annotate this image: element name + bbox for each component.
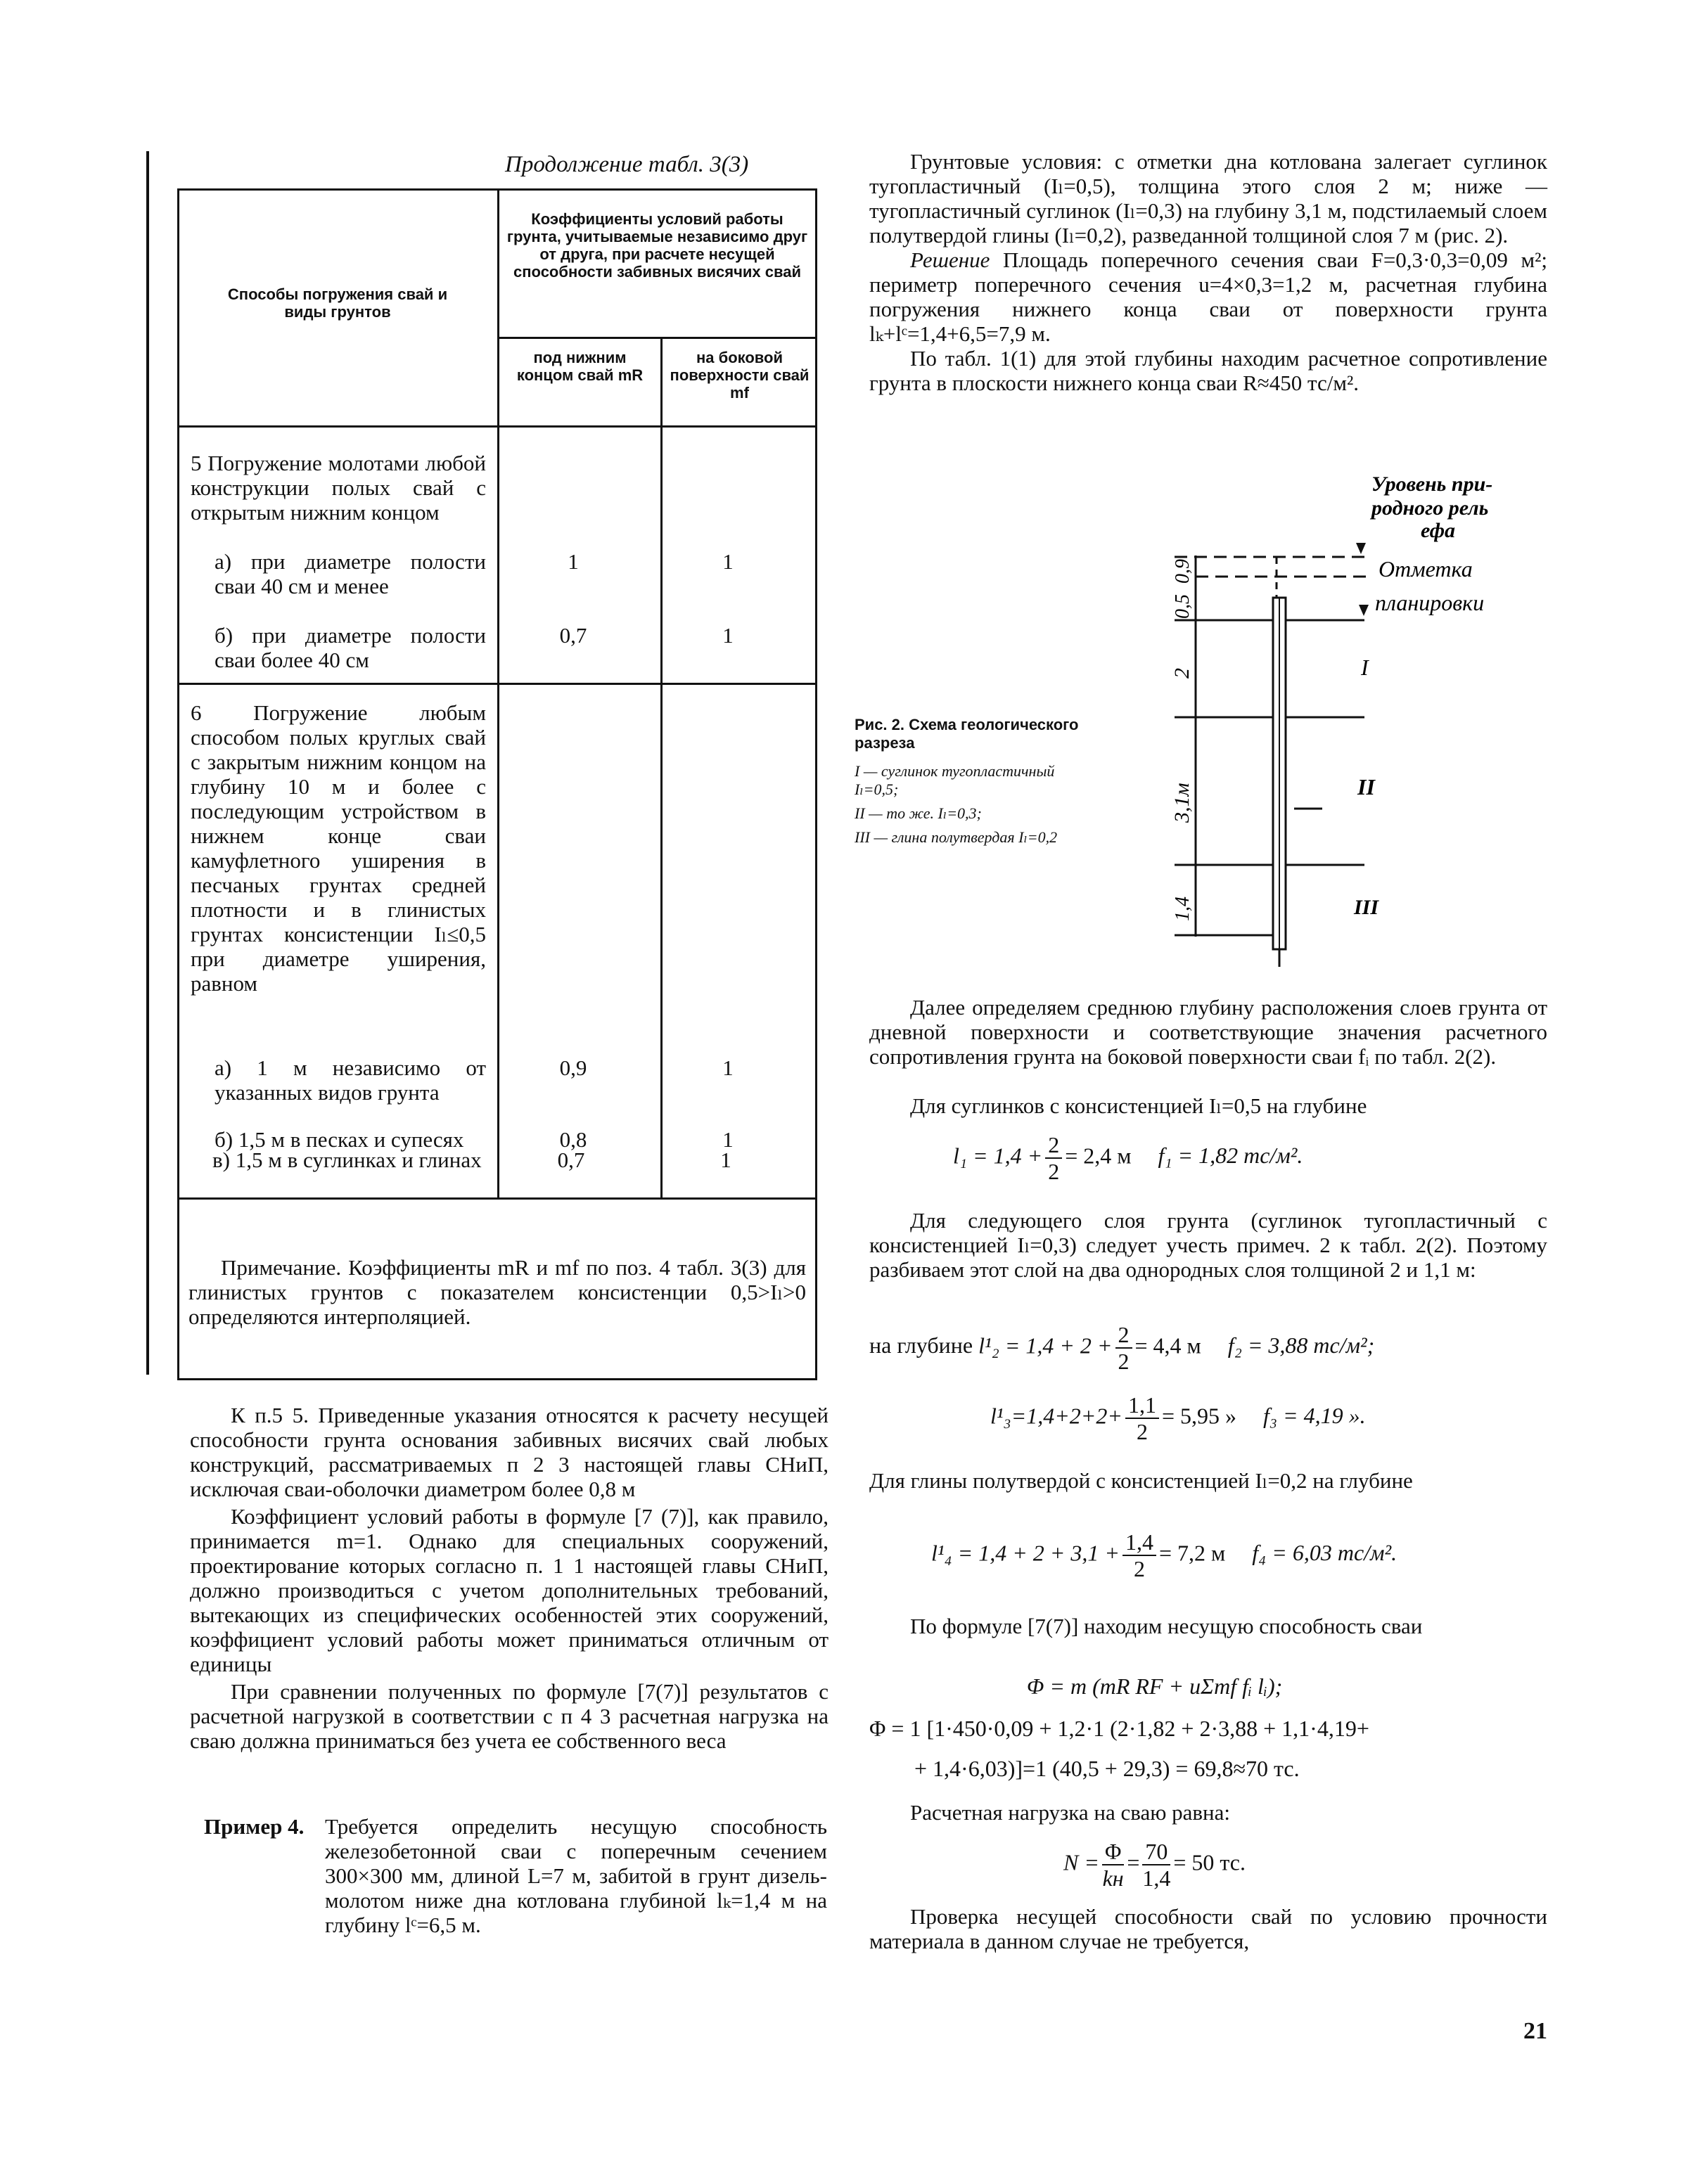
formula-l4-lhs: l¹₄ = 1,4 + 2 + 3,1 + — [931, 1540, 1120, 1566]
formula-l4-rhs: = 7,2 м — [1158, 1540, 1226, 1566]
table-note: Примечание. Коэффициенты mR и mf по поз. 4 табл. 3(3) для глинистых грунтов с показателем консистенции 0,5>Iₗ>0 определяются интерполяцией. — [188, 1255, 806, 1329]
row6c-mf: 1 — [720, 1148, 731, 1172]
example-label: Пример 4. — [204, 1814, 305, 1839]
row6b-mf: 1 — [722, 1127, 734, 1152]
figure-caption-title: Рис. 2. Схема геологического разреза — [855, 716, 1079, 752]
formula-l2-frac — [1115, 1322, 1132, 1374]
right-para-4: Далее определяем среднюю глубину расположения слоев грунта от дневной поверхности и соответствующие значения расчетного сопротивления грунта на боковой поверхности сваи fᵢ по табл. 2(2). — [869, 995, 1547, 1069]
header-mf: на боковой поверхности свай mf — [670, 349, 810, 402]
row5b-mf: 1 — [722, 623, 734, 648]
figure-legend-2: II — то же. Iₗ=0,3; — [855, 804, 982, 822]
formula-l3-lhs: l¹₃=1,4+2+2+ — [990, 1403, 1122, 1429]
solution-text: Площадь поперечного сечения сваи F=0,3·0,3=0,09 м²; периметр поперечного сечения u=4×0,3=1,2 м, расчетная глубина погружения нижнего конца сваи от поверхности грунта lₖ+lᶜ=1,4+6,5=7,9 м. — [869, 248, 1547, 346]
formula-l1 — [953, 1132, 1303, 1184]
formula-f4: f₄ = 6,03 тс/м². — [1252, 1540, 1397, 1566]
formula-l4-frac — [1122, 1529, 1156, 1581]
formula-l1-den: 2 — [1048, 1159, 1060, 1184]
row6b-mr: 0,8 — [559, 1127, 587, 1152]
formula-f1: f₁ = 1,82 тс/м². — [1158, 1143, 1303, 1169]
formula-n-mid: = — [1127, 1849, 1140, 1875]
formula-l2-prefix: на глубине — [869, 1332, 973, 1358]
formula-l4 — [931, 1529, 1397, 1581]
right-para-5: Для суглинков с консистенцией Iₗ=0,5 на глубине — [910, 1093, 1367, 1118]
example-text: Требуется определить несущую способность железобетонной сваи с поперечным сечением 300×300 мм, длиной L=7 м, забитой в грунт дизель-молотом ниже дна котлована глубиной lₖ=1,4 м на глубину lᶜ=6,5 м. — [325, 1814, 827, 1937]
right-para-1: Грунтовые условия: с отметки дна котлована залегает суглинок тугопластичный (Iₗ=0,5), толщина этого слоя 2 м; ниже — тугопластичный суглинок (Iₗ=0,3) на глубину 3,1 м, подстилаемый слоем полутвердой глины (Iₗ=0,2), разведанной толщиной слоя 7 м (рис. 2). — [869, 149, 1547, 248]
table-col-divider-1 — [497, 191, 499, 1197]
formula-f3: f₃ = 4,19 ». — [1263, 1403, 1366, 1429]
formula-l2-num: 2 — [1115, 1322, 1132, 1349]
row6b-text: б) 1,5 м в песках и супесях — [215, 1127, 464, 1152]
formula-l3-den: 2 — [1136, 1419, 1148, 1444]
geologic-section-figure — [1153, 464, 1547, 977]
dim-09: 0,9 — [1172, 559, 1194, 584]
table-subheader-rule — [497, 337, 817, 339]
label-mark-1: Отметка — [1379, 556, 1473, 582]
left-para-2: Коэффициент условий работы в формуле [7 (7)], как правило, принимается m=1. Однако для специальных сооружений, проектирование которых согласно п. 1 1 настоящей главы СНиП, должно производиться с учетом дополнительных требований, вытекающих из специфических особенностей этих сооружений, коэффициент условий работы может приниматься отличным от единицы — [190, 1504, 829, 1676]
formula-l3 — [990, 1392, 1366, 1444]
formula-n-lhs: N = — [1063, 1849, 1099, 1875]
formula-l2 — [869, 1322, 1374, 1374]
right-para-2 — [869, 248, 1547, 346]
level-arrow-2 — [1359, 605, 1369, 616]
row5a-text: а) при диаметре полости сваи 40 см и менее — [215, 549, 486, 598]
left-paragraphs — [190, 1403, 829, 1753]
solution-label: Решение — [910, 248, 990, 272]
row6a-mf: 1 — [722, 1055, 734, 1080]
row5-title: 5 Погружение молотами любой конструкции полых свай с открытым нижним концом — [191, 451, 486, 525]
row6-title: 6 Погружение любым способом полых круглых свай с закрытым нижним концом на глубину 10 м и более с последующим устройством в нижнем конце сваи камуфлетного уширения в песчаных грунтах средней плотности и в глинистых грунтах консистенции Iₗ≤0,5 при диаметре уширения, равном — [191, 700, 486, 996]
formula-n — [1063, 1839, 1246, 1891]
page-number: 21 — [1523, 2018, 1547, 2044]
formula-n-frac-2 — [1142, 1839, 1170, 1891]
formula-l1-rhs: = 2,4 м — [1065, 1143, 1132, 1169]
row6a-text: а) 1 м независимо от указанных видов грунта — [215, 1055, 486, 1105]
left-margin-rule — [146, 151, 149, 1375]
row5b-mr: 0,7 — [559, 623, 587, 648]
row6a-mr: 0,9 — [559, 1055, 587, 1080]
right-upper-paragraphs — [869, 149, 1547, 395]
row6c-mr: 0,7 — [557, 1148, 585, 1172]
formula-n-den-1: kн — [1102, 1865, 1124, 1891]
formula-n-den-2: 1,4 — [1142, 1865, 1171, 1891]
formula-l1-frac — [1045, 1132, 1062, 1184]
right-para-9: Расчетная нагрузка на сваю равна: — [910, 1800, 1231, 1825]
table-note-rule — [179, 1197, 817, 1200]
formula-n-num-2: 70 — [1142, 1839, 1170, 1865]
label-level-3: ефа — [1421, 519, 1456, 542]
table-header-rule — [179, 425, 817, 428]
right-para-8: По формуле [7(7)] находим несущую способность сваи — [910, 1614, 1423, 1638]
formula-phi-general: Φ = m (mR RF + uΣmf fᵢ lᵢ); — [1027, 1674, 1283, 1699]
row5b-text: б) при диаметре полости сваи более 40 см — [215, 623, 486, 672]
header-method: Способы погружения свай и виды грунтов — [227, 285, 448, 321]
figure-legend-3: III — глина полутвердая Iₗ=0,2 — [855, 828, 1058, 846]
row5a-mr: 1 — [568, 549, 579, 574]
figure-caption — [855, 716, 1097, 847]
label-mark-2: планировки — [1375, 590, 1485, 615]
dim-31: 3,1м — [1170, 783, 1194, 823]
formula-l2-den: 2 — [1118, 1349, 1130, 1374]
figure-legend-1: I — суглинок тугопластичный Iₗ=0,5; — [855, 762, 1055, 798]
layer-label-2: II — [1357, 774, 1375, 799]
table-caption: Продолжение табл. 3(3) — [505, 152, 749, 177]
formula-l3-frac — [1125, 1392, 1159, 1444]
header-coefficients: Коэффициенты условий работы грунта, учитываемые независимо друг от друга, при расчете несущей способности забивных висячих свай — [506, 210, 808, 281]
formula-l4-den: 2 — [1133, 1556, 1145, 1581]
label-level-1: Уровень при- — [1371, 473, 1493, 496]
layer-label-1: I — [1361, 655, 1369, 680]
right-para-3: По табл. 1(1) для этой глубины находим расчетное сопротивление грунта в плоскости нижнего конца сваи R≈450 тс/м². — [869, 346, 1547, 395]
formula-l2-lhs: l¹₂ = 1,4 + 2 + — [978, 1332, 1113, 1358]
table-col-divider-2 — [660, 337, 663, 1197]
left-para-3: При сравнении полученных по формуле [7(7)] результатов с расчетной нагрузкой в соответствии с п 4 3 расчетная нагрузка на сваю должна приниматься без учета ее собственного веса — [190, 1679, 829, 1753]
header-mr: под нижним концом свай mR — [516, 349, 644, 384]
formula-n-num-1: Φ — [1102, 1839, 1124, 1865]
dim-2: 2 — [1170, 668, 1194, 679]
coefficients-table — [177, 188, 817, 1380]
right-para-6: Для следующего слоя грунта (суглинок тугопластичный с консистенцией Iₗ=0,3) следует учесть примеч. 2 к табл. 2(2). Поэтому разбиваем этот слой на два однородных слоя толщиной 2 и 1,1 м: — [869, 1208, 1547, 1282]
row5a-mf: 1 — [722, 549, 734, 574]
dim-14: 1,4 — [1172, 897, 1194, 921]
formula-l2-rhs: = 4,4 м — [1134, 1332, 1201, 1358]
left-para-1: К п.5 5. Приведенные указания относятся к расчету несущей способности грунта основания забивных висячих свай любых конструкций, рассматриваемых п 2 3 настоящей главы СНиП, исключая сваи-оболочки диаметром более 0,8 м — [190, 1403, 829, 1501]
formula-phi-line-1: Φ = 1 [1·450·0,09 + 1,2·1 (2·1,82 + 2·3,88 + 1,1·4,19+ — [869, 1716, 1369, 1741]
formula-l4-num: 1,4 — [1122, 1529, 1156, 1556]
right-para-10: Проверка несущей способности свай по условию прочности материала в данном случае не требуется, — [869, 1904, 1547, 1953]
formula-l1-num: 2 — [1045, 1132, 1062, 1159]
formula-n-rhs: = 50 тс. — [1173, 1849, 1246, 1875]
formula-l1-lhs: l₁ = 1,4 + — [953, 1143, 1043, 1169]
formula-n-frac-1 — [1102, 1839, 1124, 1891]
level-arrow-1 — [1356, 543, 1366, 554]
formula-phi-line-2: + 1,4·6,03)]=1 (40,5 + 29,3) = 69,8≈70 тс. — [914, 1756, 1300, 1781]
dim-05: 0,5 — [1172, 594, 1194, 619]
right-para-7: Для глины полутвердой с консистенцией Iₗ=0,2 на глубине — [869, 1468, 1413, 1493]
label-level-2: родного рель — [1371, 496, 1489, 520]
table-row-rule — [179, 683, 817, 685]
formula-l3-rhs: = 5,95 » — [1161, 1403, 1237, 1429]
row6c-text: в) 1,5 м в суглинках и глинах — [212, 1148, 482, 1172]
layer-label-3: III — [1354, 896, 1379, 919]
formula-f2: f₂ = 3,88 тс/м²; — [1227, 1332, 1375, 1358]
formula-l3-num: 1,1 — [1125, 1392, 1159, 1419]
